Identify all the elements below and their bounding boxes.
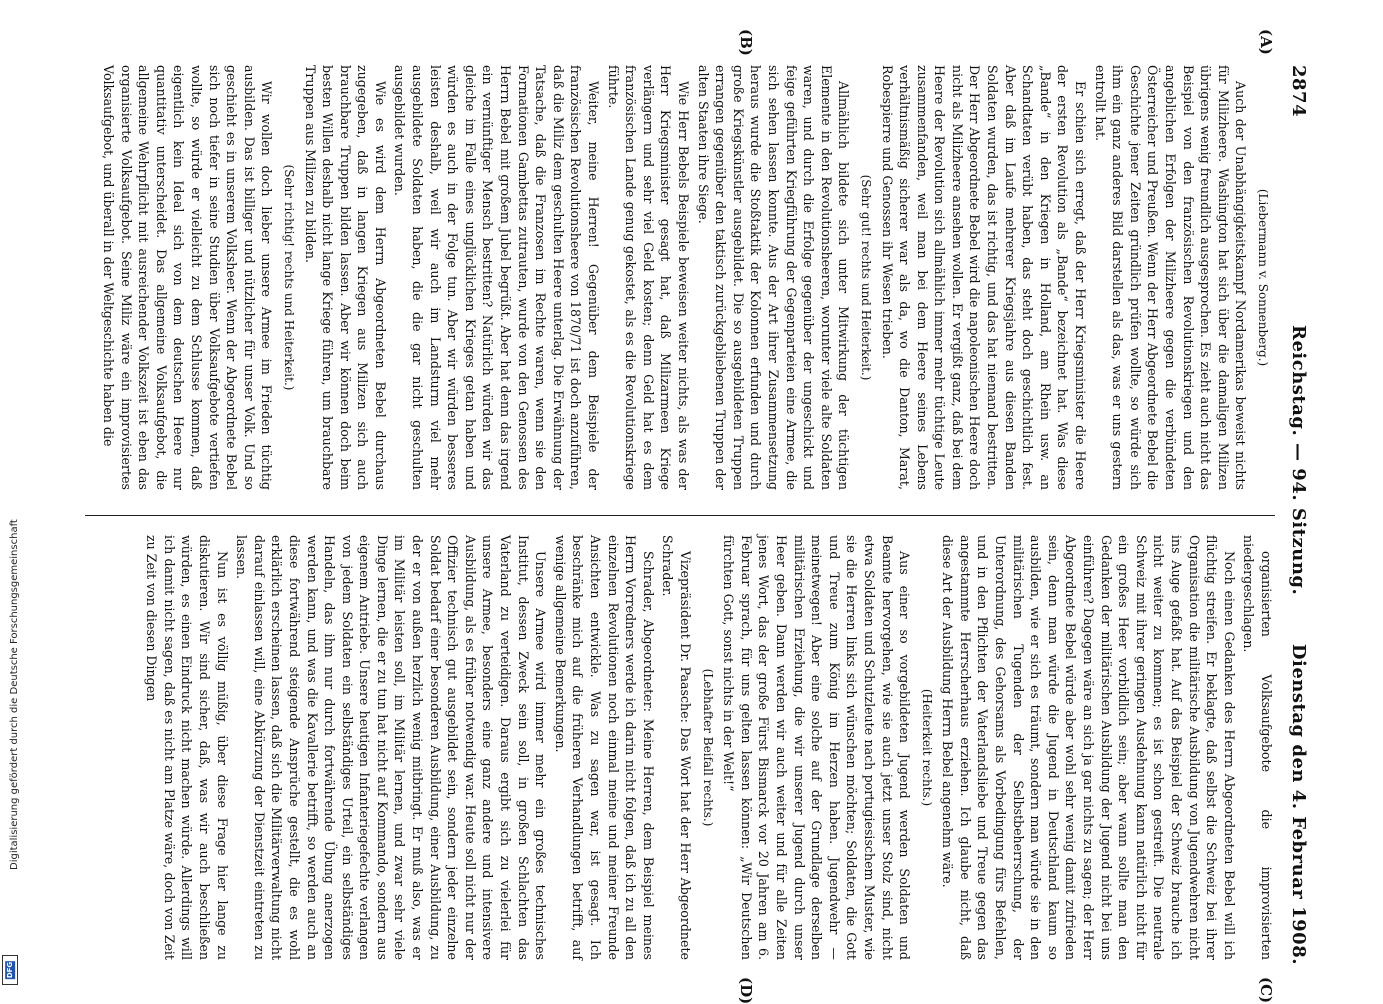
paragraph: Noch einen Gedanken des Herrn Abgeordneten Bebel will ich flüchtig streifen. Er beklagte, daß selbst die Schweiz bei ihrer Organisation die militärische Ausbildung von Jugendwehren nicht ins Auge gefaßt hat. Auf das Beispiel der Schweiz brauche ich nicht weiter zu kommen; es ist schon gestreift. Die neutrale Schweiz mit ihrer geringen Ausdehnung kann natürlich nicht für ein großes Heer vorbildlich sein; aber wann sollte man den Gedanken der militärischen Ausbildung der Jugend nicht bei uns einführen? Dagegen wäre an sich ja gar nichts zu sagen; der Herr Abgeordnete Bebel würde aber wohl sehr wenig damit zufrieden sein, denn man würde die Jugend in Deutschland kaum so ausbilden, wie er sich es träumt, sondern man würde sie in den militärischen Tugenden der Selbstbeherrschung, der Unterordnung, des Gehorsams als Vorbedingung fürs Befehlen, und in den Pflichten der Vaterlandsliebe und Treue gegen das angestammte Herrscherhaus erziehen. Ich glaube nicht, daß diese Art der Ausbildung Herrn Bebel angenehm wäre. — [940, 535, 1237, 960]
digitization-note-text: Digitalisierung gefördert durch die Deutsche Forschungsgemeinschaft — [9, 519, 20, 870]
paragraph: organisierten Volksaufgebote die improvisierten niedergeschlagen. — [1241, 535, 1274, 960]
page-number: 2874 — [1288, 65, 1309, 118]
paragraph: Auch der Unabhängigkeitskampf Nordamerikas beweist nichts für Milizheere. Washington hat sich über die damaligen Milizen übrigens wenig freundlich ausgesprochen. Es zieht auch nicht das Beispiel von den französischen Revolutionskriegen und den angeblichen Erfolgen der Milizheere gegen die verbündeten Österreicher und Preußen. Wenn der Herr Abgeordnete Bebel die Geschichte jener Zeiten gründlich prüfen wollte, so würde sich ihm ein ganz anderes Bild darstellen als das, was er uns gestern entrollt hat. — [1092, 65, 1249, 490]
margin-marker-c: (C) — [1257, 977, 1275, 1004]
applause-note: (Sehr richtig! rechts und Heiterkeit.) — [281, 164, 296, 391]
applause-note: (Sehr gut! rechts und Heiterkeit.) — [858, 174, 873, 381]
paragraph: Wie Herr Bebels Beispiele beweisen weiter nichts, als was der Herr Kriegsminister gesagt hat, daß Milizarmeen Kriege verlängern und sehr viel Geld kosten; denn Geld hat es dem französischen Lande genug gekostet, als es die Revolutionskriege führte. — [605, 65, 691, 490]
dfg-logo — [2, 955, 18, 985]
applause-note: (Heiterkeit rechts.) — [919, 688, 934, 807]
document-page — [75, 29, 1315, 1004]
column-divider — [85, 515, 1275, 516]
paragraph: Unsere Armee wird immer mehr ein großes technisches Institut, dessen Zweck sein soll, in großen Schlachten das Vaterland zu verteidigen. Daraus ergibt sich zu vielerlei für unsere Armee, besonders eine ganz andere und intensivere Ausbildung, als es früher notwendig war. Heute soll nicht nur der Offizier technisch gut ausgebildet sein, sondern jeder einzelne Soldat bedarf einer besonderen Ausbildung, einer Ausbildung, zu der er von außen herzlich wenig mitbringt. Er muß also, was er im Militär leisten soll, im Militär lernen, und zwar sehr viele Dinge lernen, die er zu tun hat nicht auf Kommando, sondern aus eigenem Antriebe. Unsere heutigen Infanteriegefechte verlangen von jedem Soldaten ein selbständiges Urteil, ein selbständiges Handeln, das ihm nur durch fortwährende Übung anerzogen werden kann, und was die Kavallerie betrifft, so werden auch an diese fortwährend steigende Ansprüche gestellt, die es wohl erklärlich erscheinen lassen, daß sich die Militärverwaltung nicht darauf einlassen will, eine Abkürzung der Dienstzeit eintreten zu lassen. — [234, 535, 549, 960]
page-header — [1281, 65, 1315, 965]
paragraph: Weiter, meine Herren! Gegenüber dem Beispiele der französischen Revolutionsheere von 1870/71 ist doch anzuführen, daß die Miliz dem geschulten Heere unterlag. Die Erwähnung der Tatsache, daß die Franzosen im Rechte waren, wenn sie den Formationen Gambettas zutrauten, wurde von den Genossen des Herrn Bebel mit großem Jubel begrüßt. Aber hat denn das irgend ein vernünftiger Mensch bestritten? Natürlich würden wir das gleiche im Falle eines unglücklichen Krieges getan haben und würden es auch in der Folge tun. Aber wir würden besseres leisten deshalb, weil wir auch im Landsturm viel mehr ausgebildete Soldaten haben, die die gar nicht geschulten ausgebildet wurden. — [392, 65, 602, 490]
paragraph: Nun ist es völlig müßig, über diese Frage hier lange zu diskutieren. Wir sind sicher, daß, was wir auch beschließen würden, es einen Eindruck nicht machen würde. Allerdings will ich damit nicht sagen, daß es nicht am Platze wäre, doch von Zeit zu Zeit von diesen Dingen — [144, 535, 230, 960]
paragraph: Wir wollen doch lieber unsere Armee im Frieden tüchtig ausbilden. Das ist billiger und nützlicher für unser Volk. Und so geschieht es in unserem Volksheer. Wenn der Abgeordnete Bebel sich noch tiefer in seine Studien über Volksaufgebote vertiefen wollte, so würde er vielleicht zu dem Schlusse kommen, daß eigentlich kein Ideal sich von dem deutschen Heere nur quantitativ unterscheidet. Das allgemeine Volksaufgebot, die allgemeine Wehrpflicht mit ausreichender Volkszeit ist eben das organisierte Volksaufgebot. Seine Miliz wäre ein improvisiertes Volksaufgebot, und überall in der Weltgeschichte haben die — [101, 65, 275, 490]
vice-president-line: Vizepräsident Dr. Paasche: Das Wort hat der Herr Abgeordnete Schrader. — [660, 535, 693, 960]
paragraph: Aus einer so vorgebildeten Jugend werden Soldaten und Beamte hervorgehen, wie sie auch jetzt unser Stolz sind, nicht etwa Soldaten und Schutzleute nach portugiesischem Muster, wie sie die Herren links sich wünschen möchten; Soldaten, die Gott und Treue zum König im Herzen haben. Jugendwehr — meinetwegen! Aber eine solche auf der Grundlage derselben militärischen Erziehung, die wir unserer Jugend durch unser Heer geben. Dann werden wir auch weiter und für alle Zeiten jenes Wort, das der große Fürst Bismarck vor 20 Jahren am 6. Februar sprach, für uns gelten lassen können: „Wir Deutschen fürchten Gott, sonst nichts in der Welt!“ — [721, 535, 913, 960]
speaker-continuation: (Liebermann v. Sonnenberg.) — [1256, 188, 1270, 367]
margin-marker-a: (A) — [1257, 29, 1275, 55]
paragraph: Er schien sich erregt, daß der Herr Kriegsminister die Heere der ersten Revolution als „Bande“ bezeichnet hat. Was diese „Bande“ in den Kriegen in Holland, am Rhein usw. an Schandtaten verübt haben, das steht doch geschichtlich fest. Aber daß im Laufe mehrerer Kriegsjahre aus diesen Banden Soldaten wurden, das ist richtig, und das hat niemand bestritten. Der Herr Abgeordnete Bebel wird die napoleonischen Heere doch nicht als Milizheere ansehen wollen. Er vergißt ganz, daß bei dem Heere der Revolution sich allmählich immer mehr tüchtige Leute zusammenfanden, weil man bei dem Heere seines Lebens verhältnismäßig sicherer war als da, wo die Danton, Marat, Robespierre und Genossen ihr Wesen trieben. — [879, 65, 1089, 490]
margin-marker-d: (D) — [737, 977, 755, 1004]
left-column — [75, 65, 1275, 490]
session-date: Dienstag den 4. Februar 1908. — [1288, 643, 1309, 965]
right-column — [75, 535, 1275, 960]
session-title: Reichstag. — 94. Sitzung. — [1288, 325, 1309, 596]
speaker-line: Schrader, Abgeordneter: Meine Herren, dem Beispiel meines Herrn Vorredners werde ich darin nicht folgen, daß ich zu all den einzelnen Revolutionen noch einmal meine und meiner Freunde Ansichten entwickle. Was zu sagen war, ist gesagt. Ich beschränke mich auf die früheren Verhandlungen betrifft, auf wenige allgemeine Bemerkungen. — [552, 535, 656, 960]
digitization-note — [8, 110, 22, 870]
paragraph: Allmählich bildete sich unter Mitwirkung der tüchtigen Elemente in den Revolutionsheeren, worunter viele alte Soldaten waren, und durch die Erfolge gegenüber der ungeschickt und feige geführten Kriegführung der Gegenparteien eine Armee, die sich sehen lassen konnte. Aus der Art ihrer Zusammensetzung heraus wurde die Stoßtaktik der Kolonnen erfunden und durch große Kriegskünstler ausgebildet. Die so ausgebildeten Truppen errangen gegenüber den taktisch zurückgebliebenen Truppen der alten Staaten ihre Siege. — [695, 65, 852, 490]
paragraph: Wie es wird dem Herrn Abgeordneten Bebel durchaus zugegeben, daß in langen Kriegen aus Milizen sich auch brauchbare Truppen bilden lassen. Aber wir können doch beim besten Willen deshalb nicht lange Kriege führen, um brauchbare Truppen aus Milizen zu bilden. — [302, 65, 388, 490]
applause-note: (Lebhafter Beifall rechts.) — [700, 668, 715, 827]
margin-marker-b: (B) — [737, 29, 755, 56]
dfg-logo-text: DFG — [6, 961, 14, 979]
